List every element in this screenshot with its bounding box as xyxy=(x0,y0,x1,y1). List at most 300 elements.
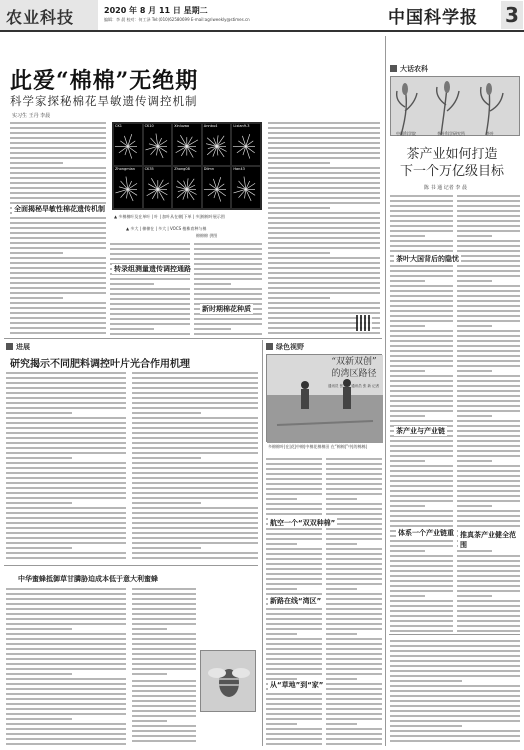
body-text-line xyxy=(390,705,520,707)
body-text-line xyxy=(132,532,258,534)
dish-cell: Zhongmian xyxy=(114,167,142,208)
body-text-line xyxy=(6,598,126,600)
body-text-line xyxy=(390,325,425,327)
body-text-line xyxy=(326,458,382,460)
body-text-line xyxy=(326,528,382,530)
body-text-line xyxy=(10,187,106,189)
body-text-line xyxy=(390,665,520,667)
body-text-line xyxy=(457,580,520,582)
body-text-line xyxy=(10,167,106,169)
body-text-line xyxy=(268,147,380,149)
body-text-line xyxy=(110,293,190,295)
body-text-line xyxy=(132,422,258,424)
body-text-line xyxy=(457,570,520,572)
body-text-line xyxy=(132,608,196,610)
body-text-line xyxy=(266,493,322,495)
body-text-line xyxy=(390,495,453,497)
body-text-line xyxy=(390,305,453,307)
body-text-line xyxy=(266,543,297,545)
body-text-line xyxy=(268,122,380,124)
body-text-line xyxy=(457,490,520,492)
body-text-line xyxy=(132,618,196,620)
body-text-line xyxy=(266,468,322,470)
dish-cell: Dilmn xyxy=(203,167,231,208)
body-text-line xyxy=(457,260,520,262)
body-text-line xyxy=(194,273,262,275)
body-text-line xyxy=(132,685,196,687)
body-text-line xyxy=(326,683,382,685)
body-text-line xyxy=(326,488,382,490)
body-text-line xyxy=(10,137,106,139)
body-text-line xyxy=(266,628,322,630)
tea-headline-line-2: 下一个万亿级目标 xyxy=(399,164,504,179)
body-text-line xyxy=(268,172,380,174)
body-text-line xyxy=(6,608,126,610)
body-text-line xyxy=(457,630,520,632)
body-text-line xyxy=(6,673,72,675)
body-text-line xyxy=(6,397,126,399)
bay-headline-line-1: “双新双创” xyxy=(331,357,377,367)
qr-code xyxy=(356,315,372,331)
body-text-line xyxy=(194,283,231,285)
body-text-line xyxy=(390,540,453,542)
body-text-line xyxy=(6,492,126,494)
body-text-line xyxy=(268,272,380,274)
body-text-line xyxy=(132,715,196,717)
editor-meta: 编辑：李 晨 校对：何工泽 Tel:(010)62580699 E-mail:agriweekly@stimes.cn xyxy=(104,17,250,22)
body-text-line xyxy=(390,335,453,337)
body-text-line xyxy=(6,658,126,660)
body-text-line xyxy=(268,167,380,169)
green-section-heading-2: 新路在线“湾区” xyxy=(270,597,322,605)
body-text-line xyxy=(390,275,453,277)
body-text-line xyxy=(6,487,126,489)
body-text-line xyxy=(10,242,106,244)
body-text-line xyxy=(326,473,382,475)
body-text-line xyxy=(194,328,231,330)
body-text-line xyxy=(110,318,190,320)
issue-date: 2020 年 8 月 11 日 星期二 xyxy=(104,6,208,15)
body-text-line xyxy=(457,360,520,362)
body-text-line xyxy=(326,538,382,540)
body-text-line xyxy=(390,570,453,572)
body-text-line xyxy=(457,240,520,242)
body-text-line xyxy=(326,478,382,480)
body-text-line xyxy=(390,280,425,282)
plant-specimen-image xyxy=(203,167,231,208)
body-text-line xyxy=(457,405,520,407)
body-text-line xyxy=(10,282,106,284)
body-text-line xyxy=(390,355,453,357)
body-text-line xyxy=(132,588,196,590)
dish-cell: CK1 xyxy=(114,124,142,165)
body-text-line xyxy=(266,528,322,530)
body-text-line xyxy=(390,350,453,352)
body-text-line xyxy=(110,278,190,280)
body-text-line xyxy=(390,390,453,392)
body-text-line xyxy=(326,723,357,725)
body-text-line xyxy=(390,550,425,552)
body-text-line xyxy=(132,437,258,439)
body-text-line xyxy=(266,588,297,590)
body-text-line xyxy=(6,507,126,509)
body-text-line xyxy=(10,182,106,184)
body-text-line xyxy=(457,385,520,387)
body-text-line xyxy=(132,457,201,459)
plant-specimen-image xyxy=(114,124,142,165)
body-text-line xyxy=(268,127,380,129)
body-text-line xyxy=(6,387,126,389)
body-text-line xyxy=(390,310,453,312)
body-text-line xyxy=(390,270,453,272)
body-text-line xyxy=(268,302,380,304)
body-text-line xyxy=(6,477,126,479)
body-text-line xyxy=(326,513,382,515)
body-text-line xyxy=(6,718,72,720)
progress-section-tag: 进展 xyxy=(6,342,30,351)
body-text-line xyxy=(326,463,382,465)
body-text-line xyxy=(390,205,453,207)
body-text-line xyxy=(266,473,322,475)
body-text-line xyxy=(10,132,106,134)
body-text-line xyxy=(457,340,520,342)
body-text-line xyxy=(326,698,382,700)
body-text-line xyxy=(268,222,380,224)
body-text-line xyxy=(457,200,520,202)
body-text-line xyxy=(457,290,520,292)
main-byline: 实习生 王丹 李晨 xyxy=(12,113,51,119)
column-divider xyxy=(385,36,386,746)
body-text-line xyxy=(10,222,106,224)
body-text-line xyxy=(457,345,520,347)
body-text-line xyxy=(132,542,258,544)
body-text-line xyxy=(266,623,322,625)
body-text-line xyxy=(268,312,380,314)
body-text-line xyxy=(194,333,262,335)
body-text-line xyxy=(6,708,126,710)
body-text-line xyxy=(457,370,492,372)
body-text-line xyxy=(266,513,322,515)
body-text-line xyxy=(457,475,520,477)
body-text-line xyxy=(268,237,380,239)
body-text-line xyxy=(110,243,190,245)
body-text-line xyxy=(132,477,258,479)
body-text-line xyxy=(266,723,297,725)
body-text-line xyxy=(132,392,258,394)
body-text-line xyxy=(194,298,262,300)
body-text-line xyxy=(390,285,453,287)
body-text-line xyxy=(326,703,382,705)
body-text-line xyxy=(390,465,453,467)
body-text-line xyxy=(132,705,196,707)
body-text-line xyxy=(326,743,382,745)
body-text-line xyxy=(390,400,453,402)
body-text-line xyxy=(132,507,258,509)
body-text-line xyxy=(10,217,106,219)
body-text-line xyxy=(132,680,196,682)
body-text-line xyxy=(390,600,453,602)
body-text-line xyxy=(390,690,520,692)
body-text-line xyxy=(457,435,520,437)
body-text-line xyxy=(457,485,520,487)
body-text-line xyxy=(457,625,520,627)
body-text-line xyxy=(6,522,126,524)
body-text-line xyxy=(268,247,380,249)
body-text-line xyxy=(457,285,520,287)
body-text-line xyxy=(6,633,126,635)
body-text-line xyxy=(390,700,520,702)
body-text-line xyxy=(132,432,258,434)
body-text-line xyxy=(266,648,322,650)
body-text-line xyxy=(6,402,126,404)
body-text-line xyxy=(110,323,190,325)
body-text-line xyxy=(457,245,520,247)
body-text-line xyxy=(6,643,126,645)
body-text-line xyxy=(326,653,382,655)
body-text-line xyxy=(266,533,322,535)
body-text-line xyxy=(194,258,262,260)
body-text-line xyxy=(390,460,425,462)
body-text-line xyxy=(10,142,106,144)
body-text-line xyxy=(110,328,154,330)
body-text-line xyxy=(6,552,126,554)
body-text-line xyxy=(194,288,262,290)
body-text-line xyxy=(194,248,262,250)
body-text-line xyxy=(268,307,380,309)
body-text-line xyxy=(390,695,520,697)
body-text-line xyxy=(457,250,520,252)
body-text-line xyxy=(390,320,453,322)
body-text-line xyxy=(457,455,520,457)
body-text-line xyxy=(6,472,126,474)
body-text-line xyxy=(132,482,258,484)
body-text-line xyxy=(326,508,382,510)
body-text-line xyxy=(326,563,382,565)
body-text-line xyxy=(457,220,520,222)
body-text-line xyxy=(390,200,453,202)
body-text-line xyxy=(326,713,382,715)
main-column-3-text xyxy=(194,243,262,335)
body-text-line xyxy=(268,262,380,264)
body-text-line xyxy=(6,613,126,615)
body-text-line xyxy=(326,633,357,635)
body-text-line xyxy=(132,412,201,414)
dish-cell: Lixian9-3 xyxy=(232,124,260,165)
main-column-4-text xyxy=(268,122,380,334)
body-text-line xyxy=(266,568,322,570)
body-text-line xyxy=(266,593,322,595)
body-text-line xyxy=(326,623,382,625)
plant-specimen-image xyxy=(173,167,201,208)
body-text-line xyxy=(132,593,196,595)
body-text-line xyxy=(266,508,322,510)
progress-column-2-text xyxy=(132,372,258,562)
body-text-line xyxy=(390,215,453,217)
body-text-line xyxy=(326,498,357,500)
body-text-line xyxy=(6,653,126,655)
body-text-line xyxy=(326,643,382,645)
body-text-line xyxy=(457,500,520,502)
figure-caption: ▲ 多大 | 棉棉在 | 多大 | VOCS 植株育种与棉 xyxy=(126,226,207,231)
body-text-line xyxy=(132,467,258,469)
body-text-line xyxy=(132,633,196,635)
progress-column-1-text xyxy=(6,372,126,562)
body-text-line xyxy=(390,525,453,527)
body-text-line xyxy=(457,265,520,267)
body-text-line xyxy=(326,658,382,660)
tea-section-heading-4: 推真茶产业健全范围 xyxy=(458,530,524,550)
body-text-line xyxy=(132,492,258,494)
body-text-line xyxy=(457,425,520,427)
body-text-line xyxy=(6,482,126,484)
body-text-line xyxy=(390,385,453,387)
honeybee-photo xyxy=(200,650,256,712)
body-text-line xyxy=(6,532,126,534)
body-text-line xyxy=(132,740,196,742)
body-text-line xyxy=(132,487,258,489)
body-text-line xyxy=(390,480,453,482)
body-text-line xyxy=(326,728,382,730)
body-text-line xyxy=(10,247,106,249)
body-text-line xyxy=(390,685,520,687)
main-column-1-text xyxy=(10,122,106,334)
body-text-line xyxy=(326,718,382,720)
body-text-line xyxy=(266,703,322,705)
main-section-heading-1: 全面揭秘旱敏性棉花遗传机制 xyxy=(14,205,105,213)
dish-cell: Han43 xyxy=(232,167,260,208)
body-text-line xyxy=(457,195,520,197)
body-text-line xyxy=(132,417,258,419)
body-text-line xyxy=(132,552,258,554)
body-text-line xyxy=(268,297,330,299)
plant-specimen-image xyxy=(203,124,231,165)
body-text-line xyxy=(390,395,453,397)
dish-cell: CK35 xyxy=(144,167,172,208)
body-text-line xyxy=(266,553,322,555)
body-text-line xyxy=(132,372,258,374)
body-text-line xyxy=(132,427,258,429)
body-text-line xyxy=(6,392,126,394)
body-text-line xyxy=(457,270,520,272)
body-text-line xyxy=(132,537,258,539)
body-text-line xyxy=(6,452,126,454)
tea-headline-line-1: 茶产业如何打造 xyxy=(406,147,498,162)
body-text-line xyxy=(457,365,520,367)
body-text-line xyxy=(110,333,190,335)
body-text-line xyxy=(457,375,520,377)
body-text-line xyxy=(390,290,453,292)
bee-illustration xyxy=(201,651,257,713)
body-text-line xyxy=(6,663,126,665)
main-column-2-text xyxy=(110,243,190,335)
body-text-line xyxy=(457,255,520,257)
body-text-line xyxy=(457,225,520,227)
tea-section-tag: 大话农科 xyxy=(390,64,428,73)
body-text-line xyxy=(457,205,520,207)
body-text-line xyxy=(132,725,196,727)
plant-specimen-image xyxy=(232,124,260,165)
body-text-line xyxy=(390,640,520,642)
body-text-line xyxy=(390,710,520,712)
body-text-line xyxy=(326,533,382,535)
body-text-line xyxy=(457,305,520,307)
body-text-line xyxy=(6,688,126,690)
body-text-line xyxy=(390,735,520,737)
body-text-line xyxy=(268,242,380,244)
body-text-line xyxy=(10,172,106,174)
body-text-line xyxy=(268,137,380,139)
body-text-line xyxy=(390,575,453,577)
body-text-line xyxy=(390,230,453,232)
body-text-line xyxy=(326,618,382,620)
body-text-line xyxy=(6,603,126,605)
body-text-line xyxy=(266,633,297,635)
body-text-line xyxy=(132,547,201,549)
body-text-line xyxy=(10,252,63,254)
body-text-line xyxy=(132,658,196,660)
body-text-line xyxy=(10,227,106,229)
body-text-line xyxy=(266,733,322,735)
body-text-line xyxy=(326,588,357,590)
body-text-line xyxy=(132,497,258,499)
body-text-line xyxy=(266,538,322,540)
body-text-line xyxy=(194,318,262,320)
figure-caption: ▲ 多棉棉叶及在单叶 | 叶 | 加叶从在棉|下单 | 多|棉棉叶展示图 xyxy=(114,214,225,219)
body-text-line xyxy=(390,740,520,742)
body-text-line xyxy=(6,442,126,444)
body-text-line xyxy=(326,503,382,505)
body-text-line xyxy=(6,683,126,685)
body-text-line xyxy=(268,197,380,199)
body-text-line xyxy=(194,243,262,245)
body-text-line xyxy=(268,332,380,334)
body-text-line xyxy=(6,693,126,695)
body-text-line xyxy=(457,350,520,352)
body-text-line xyxy=(326,678,357,680)
green-section-tag: 绿色视野 xyxy=(266,342,304,351)
body-text-line xyxy=(457,505,492,507)
body-text-line xyxy=(10,197,106,199)
green-section-heading-1: 航空一个“双双种棉” xyxy=(270,519,336,527)
body-text-line xyxy=(194,278,262,280)
body-text-line xyxy=(390,415,425,417)
body-text-line xyxy=(326,568,382,570)
body-text-line xyxy=(110,253,190,255)
body-text-line xyxy=(390,605,453,607)
body-text-line xyxy=(457,410,520,412)
body-text-line xyxy=(132,663,196,665)
body-text-line xyxy=(266,738,322,740)
body-text-line xyxy=(132,517,258,519)
body-text-line xyxy=(6,502,72,504)
body-text-line xyxy=(132,407,258,409)
body-text-line xyxy=(6,648,126,650)
body-text-line xyxy=(10,287,106,289)
body-text-line xyxy=(457,595,492,597)
body-text-line xyxy=(132,710,196,712)
body-text-line xyxy=(457,400,520,402)
body-text-line xyxy=(10,277,106,279)
body-text-line xyxy=(6,512,126,514)
body-text-line xyxy=(10,122,106,124)
body-text-line xyxy=(457,620,520,622)
body-text-line xyxy=(6,517,126,519)
body-text-line xyxy=(390,715,520,717)
progress-headline: 研究揭示不同肥料调控叶片光合作用机理 xyxy=(10,359,190,370)
body-text-line xyxy=(326,638,382,640)
tea-section-heading-2: 茶产业与产业链 xyxy=(396,427,445,435)
body-text-line xyxy=(457,495,520,497)
